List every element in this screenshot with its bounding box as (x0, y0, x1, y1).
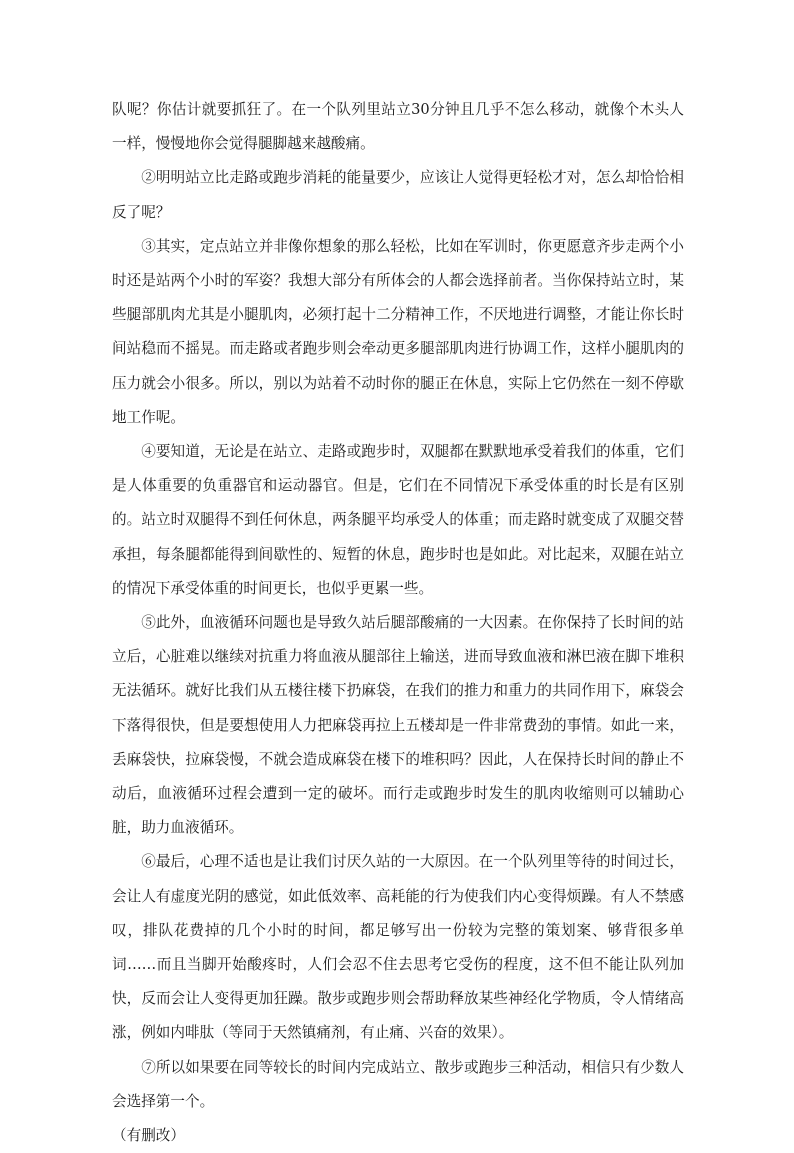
paragraph-3: ③其实，定点站立并非像你想象的那么轻松，比如在军训时，你更愿意齐步走两个小时还是站两个小时的军姿？我想大部分有所体会的人都会选择前者。当你保持站立时，某些腿部肌肉尤其是小腿肌肉，必须打起十二分精神工作，不厌地进行调整，才能让你长时间站稳而不摇晃。而走路或者跑步则会牵动更多腿部肌肉进行协调工作，这样小腿肌肉的压力就会小很多。所以，别以为站着不动时你的腿正在休息，实际上它仍然在一刻不停歇地工作呢。 (112, 237, 684, 426)
document-page (112, 93, 684, 1153)
paragraph-2: ②明明站立比走路或跑步消耗的能量要少，应该让人觉得更轻松才对，怎么却恰恰相反了呢？ (112, 169, 684, 221)
paragraph-1-continued: 队呢？你估计就要抓狂了。在一个队列里站立30分钟且几乎不怎么移动，就像个木头人一样，慢慢地你会觉得腿脚越来越酸痛。 (112, 101, 684, 153)
paragraph-6: ⑥最后，心理不适也是让我们讨厌久站的一大原因。在一个队列里等待的时间过长，会让人有虚度光阴的感觉，如此低效率、高耗能的行为使我们内心变得烦躁。有人不禁感叹，排队花费掉的几个小时的时间，都足够写出一份较为完整的策划案、够背很多单词……而且当脚开始酸疼时，人们会忍不住去思考它受伤的程度，这不但不能让队列加快，反而会让人变得更加狂躁。散步或跑步则会帮助释放某些神经化学物质，令人情绪高涨，例如内啡肽（等同于天然镇痛剂，有止痛、兴奋的效果）。 (112, 853, 684, 1042)
paragraph-4: ④要知道，无论是在站立、走路或跑步时，双腿都在默默地承受着我们的体重，它们是人体重要的负重器官和运动器官。但是，它们在不同情况下承受体重的时长是有区别的。站立时双腿得不到任何休息，两条腿平均承受人的体重；而走路时就变成了双腿交替承担，每条腿都能得到间歇性的、短暂的休息，跑步时也是如此。对比起来，双腿在站立的情况下承受体重的时间更长，也似乎更累一些。 (112, 443, 684, 597)
source-note: （有删改） (112, 1127, 185, 1145)
paragraph-5: ⑤此外，血液循环问题也是导致久站后腿部酸痛的一大因素。在你保持了长时间的站立后，心脏难以继续对抗重力将血液从腿部往上输送，进而导致血液和淋巴液在脚下堆积无法循环。就好比我们从五楼往楼下扔麻袋，在我们的推力和重力的共同作用下，麻袋会下落得很快，但是要想使用人力把麻袋再拉上五楼却是一件非常费劲的事情。如此一来，丢麻袋快，拉麻袋慢，不就会造成麻袋在楼下的堆积吗？因此，人在保持长时间的静止不动后，血液循环过程会遭到一定的破坏。而行走或跑步时发生的肌肉收缩则可以辅助心脏，助力血液循环。 (112, 614, 684, 837)
paragraph-7: ⑦所以如果要在同等较长的时间内完成站立、散步或跑步三种活动，相信只有少数人会选择第一个。 (112, 1058, 684, 1110)
